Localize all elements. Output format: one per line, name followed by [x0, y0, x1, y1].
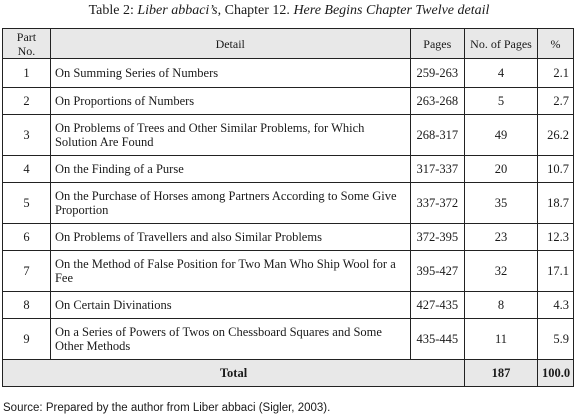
table-row: [3, 319, 574, 360]
no-of-pages-cell: 5: [465, 88, 538, 115]
no-of-pages-cell: 4: [465, 59, 538, 88]
table-row: [3, 251, 574, 292]
no-of-pages-cell: 23: [465, 224, 538, 251]
pages-cell: 337-372: [410, 183, 464, 224]
no-of-pages-cell: 11: [465, 319, 538, 360]
total-no-of-pages: 187: [465, 360, 538, 387]
table-row: [3, 224, 574, 251]
table-row: [3, 292, 574, 319]
percent-cell: 10.7: [538, 156, 574, 183]
table-row: [3, 88, 574, 115]
source-note: Source: Prepared by the author from Liber abbaci (Sigler, 2003).: [3, 402, 331, 414]
percent-cell: 26.2: [538, 115, 574, 156]
percent-cell: 5.9: [538, 319, 574, 360]
no-of-pages-cell: 32: [465, 251, 538, 292]
table-caption: [0, 3, 578, 19]
pages-cell: 259-263: [410, 59, 464, 88]
header-detail: Detail: [50, 29, 410, 59]
percent-cell: 18.7: [538, 183, 574, 224]
part-no-cell: 1: [3, 59, 51, 88]
caption-middle: , Chapter 12.: [217, 3, 294, 18]
pages-cell: 372-395: [410, 224, 464, 251]
detail-cell: On a Series of Powers of Twos on Chessboard Squares and Some Other Methods: [50, 319, 410, 360]
part-no-cell: 9: [3, 319, 51, 360]
detail-cell: On Summing Series of Numbers: [50, 59, 410, 88]
percent-cell: 17.1: [538, 251, 574, 292]
detail-cell: On Problems of Trees and Other Similar Problems, for Which Solution Are Found: [50, 115, 410, 156]
table-body: [3, 59, 574, 387]
header-part-no: Part No.: [3, 29, 51, 59]
no-of-pages-cell: 49: [465, 115, 538, 156]
caption-title: Liber abbaci’s: [137, 3, 218, 18]
part-no-cell: 4: [3, 156, 51, 183]
header-row: [3, 29, 574, 59]
total-label: Total: [3, 360, 465, 387]
table-row: [3, 115, 574, 156]
pages-cell: 395-427: [410, 251, 464, 292]
part-no-cell: 6: [3, 224, 51, 251]
detail-cell: On Problems of Travellers and also Similar Problems: [50, 224, 410, 251]
pages-cell: 427-435: [410, 292, 464, 319]
detail-cell: On Proportions of Numbers: [50, 88, 410, 115]
caption-subtitle: Here Begins Chapter Twelve detail: [293, 3, 490, 18]
part-no-cell: 8: [3, 292, 51, 319]
no-of-pages-cell: 35: [465, 183, 538, 224]
pages-cell: 263-268: [410, 88, 464, 115]
detail-cell: On the Purchase of Horses among Partners According to Some Give Proportion: [50, 183, 410, 224]
pages-cell: 268-317: [410, 115, 464, 156]
caption-prefix: Table 2:: [88, 3, 138, 18]
detail-cell: On the Finding of a Purse: [50, 156, 410, 183]
table-row: [3, 59, 574, 88]
header-pages: Pages: [410, 29, 464, 59]
part-no-cell: 2: [3, 88, 51, 115]
percent-cell: 4.3: [538, 292, 574, 319]
table-row: [3, 183, 574, 224]
part-no-cell: 3: [3, 115, 51, 156]
no-of-pages-cell: 20: [465, 156, 538, 183]
no-of-pages-cell: 8: [465, 292, 538, 319]
percent-cell: 2.7: [538, 88, 574, 115]
total-percent: 100.0: [538, 360, 574, 387]
header-no-of-pages: No. of Pages: [465, 29, 538, 59]
detail-cell: On Certain Divinations: [50, 292, 410, 319]
percent-cell: 12.3: [538, 224, 574, 251]
total-row: [3, 360, 574, 387]
part-no-cell: 7: [3, 251, 51, 292]
chapter-table: [2, 28, 574, 387]
pages-cell: 317-337: [410, 156, 464, 183]
part-no-cell: 5: [3, 183, 51, 224]
percent-cell: 2.1: [538, 59, 574, 88]
detail-cell: On the Method of False Position for Two Man Who Ship Wool for a Fee: [50, 251, 410, 292]
pages-cell: 435-445: [410, 319, 464, 360]
table-row: [3, 156, 574, 183]
header-percent: %: [538, 29, 574, 59]
